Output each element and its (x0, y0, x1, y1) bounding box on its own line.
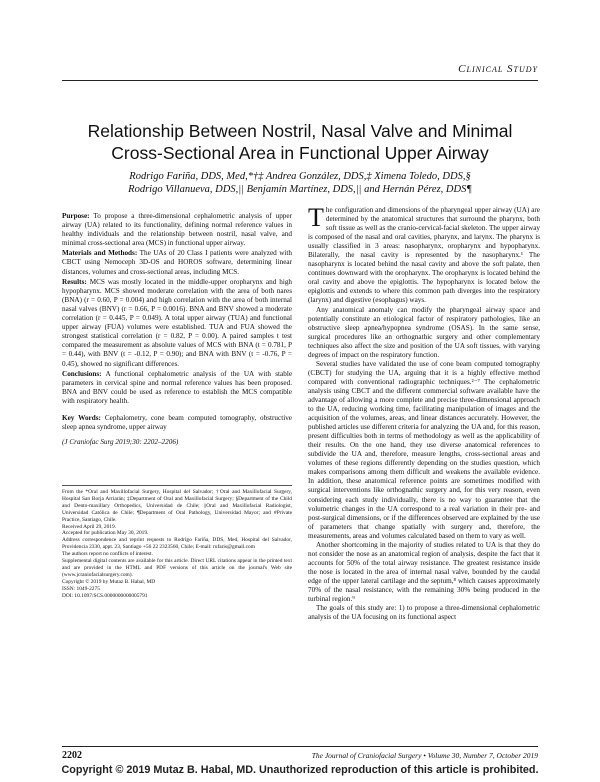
received-date: Received April 29, 2019. (62, 523, 117, 530)
affiliations: From the *Oral and Maxillofacial Surgery, Hospital del Salvador; †Oral and Maxillofacial Surgery, Hospital San Borja Arriarán; ‡Department of Oral and Maxillofacial Surgery; §Department of the Child and Dento-maxillary Orthopedics, Universidad de Chile; ||Oral and Maxillofacial Radiologist, Universidad Católica de Chile; ¶Department of Oral Pathology, Universidad Mayor; and #Private Practice, Santiago, Chile. (62, 489, 292, 523)
purpose-label: Purpose: (62, 212, 90, 220)
correspondence: Address correspondence and reprint requests to Rodrigo Fariña, DDS, Med, Hospital del Salvador, Providencia 2330, appt. 23, Santiago +56 22 2323560, Chile; E-mail: rofaris@gmail.com (62, 537, 292, 551)
section-label: Clinical Study (458, 63, 538, 75)
citation: (J Craniofac Surg 2019;30: 2202–2206) (62, 438, 179, 447)
page-number: 2202 (62, 750, 82, 761)
purpose-text: To propose a three-dimensional cephalometric analysis of upper airway (UA) related to its functionality, defining normal reference values in healthy individuals and the relationship between nostril, nasal valve, and minimal cross-sectional area (MCS) in functional upper airway. (62, 212, 292, 248)
body-paragraph-4: Another shortcoming in the majority of studies related to UA is that they do not consider the nose as an anatomical region of analysis, despite the fact that it accounts for 50% of the total airway resistance. The greatest resistance inside the nose is located in the area of internal nasal valve, bounded by the caudal edge of the upper lateral cartilage and the septum,⁸ which causes approximately 70% of the nasal resistance, with the remaining 30% being produced in the turbinal region.⁹ (308, 540, 540, 604)
accepted-date: Accepted for publication May 30, 2019. (62, 530, 149, 537)
conflicts: The authors report no conflicts of interest. (62, 551, 153, 558)
supplemental: Supplemental digital contents are available for this article. Direct URL citations appear in the printed text and are provided in the HTML and PDF versions of this article on the journal's Web site (www.jcraniofacialsurgery.com). (62, 558, 292, 578)
footnote-rule (62, 485, 292, 486)
abstract-methods (62, 249, 292, 276)
results-label: Results: (62, 277, 87, 286)
issn: ISSN: 1049-2275 (62, 585, 100, 592)
body-text (308, 203, 540, 622)
article-title: Relationship Between Nostril, Nasal Valve and Minimal Cross-Sectional Area in Functional Upper Airway (87, 121, 513, 163)
authors-line-2: Rodrigo Villanueva, DDS,|| Benjamín Martínez, DDS,|| and Hernán Pérez, DDS¶ (128, 184, 472, 195)
results-text: MCS was mostly located in the middle-upper oropharynx and high hypopharynx. MCS showed moderate correlation with the area of both nares (BNA) (r = 0.60, P = 0.004) and high correlation with the area of both internal nasal valves (BNV) (r = 0.66, P = 0.0016). BNA and BNV showed a moderate correlation (r = 0.445, P = 0.049). A total upper airway (TUA) and functional upper airway (FUA) volumes were established. TUA and FUA showed the strongest statistical correlation (r = 0.82, P = 0.00). A paired samples t test compared the measurement as absolute values of MCS with BNA (t = 0.781, P = 0.44), with BNV (t = -0.12, P = 0.90); and BNA with BNV (t = -0.76, P = 0.45), showed no significant differences. (62, 277, 293, 368)
author-list (62, 170, 538, 196)
conclusions-label: Conclusions: (62, 369, 102, 378)
body-paragraph-1 (308, 203, 540, 306)
keywords-text: Cephalometry, cone beam computed tomography, obstructive sleep apnea syndrome, upper airway (62, 413, 292, 432)
abstract-purpose (62, 212, 292, 248)
methods-text: The UAs of 20 Class I patients were analyzed with CBCT using Nemoceph 3D-OS and HOROS software, determining linear distances, volumes and cross-sectional areas, including MCS. (62, 249, 293, 276)
abstract-conclusions (62, 370, 292, 406)
body-paragraph-2: Any anatomical anomaly can modify the pharyngeal airway space and potentially constitute an etiological factor of respiratory pathologies, like an obstructive sleep apnea/hypopnea syndrome (OSAS). In the same sense, surgical procedures like an orthognathic surgery and other complementary techniques also affect the size and position of the UA soft tissues, with varying degrees of impact on the respiratory function. (308, 305, 540, 359)
doi: DOI: 10.1097/SCS.0000000000005791 (62, 592, 148, 599)
body-paragraph-5: The goals of this study are: 1) to propose a three-dimensional cephalometric analysis of the UA focusing on its functional aspect (308, 604, 540, 622)
header-rule (62, 80, 538, 81)
footer-rule (62, 746, 538, 747)
footnotes (62, 489, 292, 600)
drop-cap: T (308, 203, 324, 232)
copyright-notice: Copyright © 2019 Mutaz B. Habal, MD. Unauthorized reproduction of this article is prohibited. (61, 764, 539, 776)
p1-text: he configuration and dimensions of the pharyngeal upper airway (UA) are determined by the anatomical structures that surround the pharynx, both soft tissue as well as the cranio-cervical-facial skeleton. The upper airway is composed of the nasal and oral cavities, pharynx, and larynx. The pharynx is usually classified in 3 areas: nasopharynx, oropharynx and hypopharynx. Bilaterally, the nasal cavity is represented by the nasopharynx.¹ The nasopharynx is located behind the nasal cavity and above the soft palate, then continues downward with the oropharynx. The oropharynx is located behind the oral cavity and above the epiglottis. The hypopharynx is located below the epiglottis and extends to where this common path diverges into the respiratory (larynx) and digestive (esophagus) ways. (308, 206, 540, 305)
abstract-results (62, 278, 292, 369)
copyright-line: Copyright © 2019 by Mutaz B. Habal, MD (62, 578, 156, 585)
abstract (62, 212, 292, 448)
body-paragraph-3: Several studies have validated the use of cone beam computed tomography (CBCT) for studying the UA, arguing that it is a highly effective method compared with conventional radiographic techniques.²⁻⁷ The cephalometric analysis using CBCT and the different commercial software available have the advantage of allowing a more complete and precise three-dimensional approach to the UA, reducing working time, facilitating manipulation of images and the acquisition of the volumes, areas, and linear distances accurately. However, the published articles use different criteria for analyzing the UA and, for this reason, present difficulties both in terms of methodology as well as the applicability of their results. On the one hand, they use diverse anatomical references to subdivide the UA and, therefore, measure lengths, cross-sectional areas and volumes of these regions differently depending on the studies question, which makes comparisons among them difficult and weakens the available evidence. In addition, these anatomical reference points are sometimes modified with surgical interventions like orthognathic surgery and, for this very reason, even considering each study individually, there is no way to guarantee that the volumetric changes in the UA correspond to a real variation in their pre- and post-surgical dimensions, or if the differences observed are explained by the use of parameters that change spatially with surgery and, therefore, the measurements, areas and volumes calculated based on them to vary as well. (308, 359, 540, 540)
keywords-label: Key Words: (62, 413, 101, 422)
keywords (62, 414, 292, 432)
journal-info: The Journal of Craniofacial Surgery • Volume 30, Number 7, October 2019 (311, 751, 538, 760)
authors-line-1: Rodrigo Fariña, DDS, Med,*†‡ Andrea González, DDS,‡ Ximena Toledo, DDS,§ (129, 171, 471, 182)
conclusions-text: A functional cephalometric analysis of the UA with stable parameters in cervical spine and normal reference values has been proposed. BNA and BNV could be used as reference to establish the MCS compatible with respiratory health. (62, 369, 293, 405)
methods-label: Materials and Methods: (62, 249, 138, 258)
